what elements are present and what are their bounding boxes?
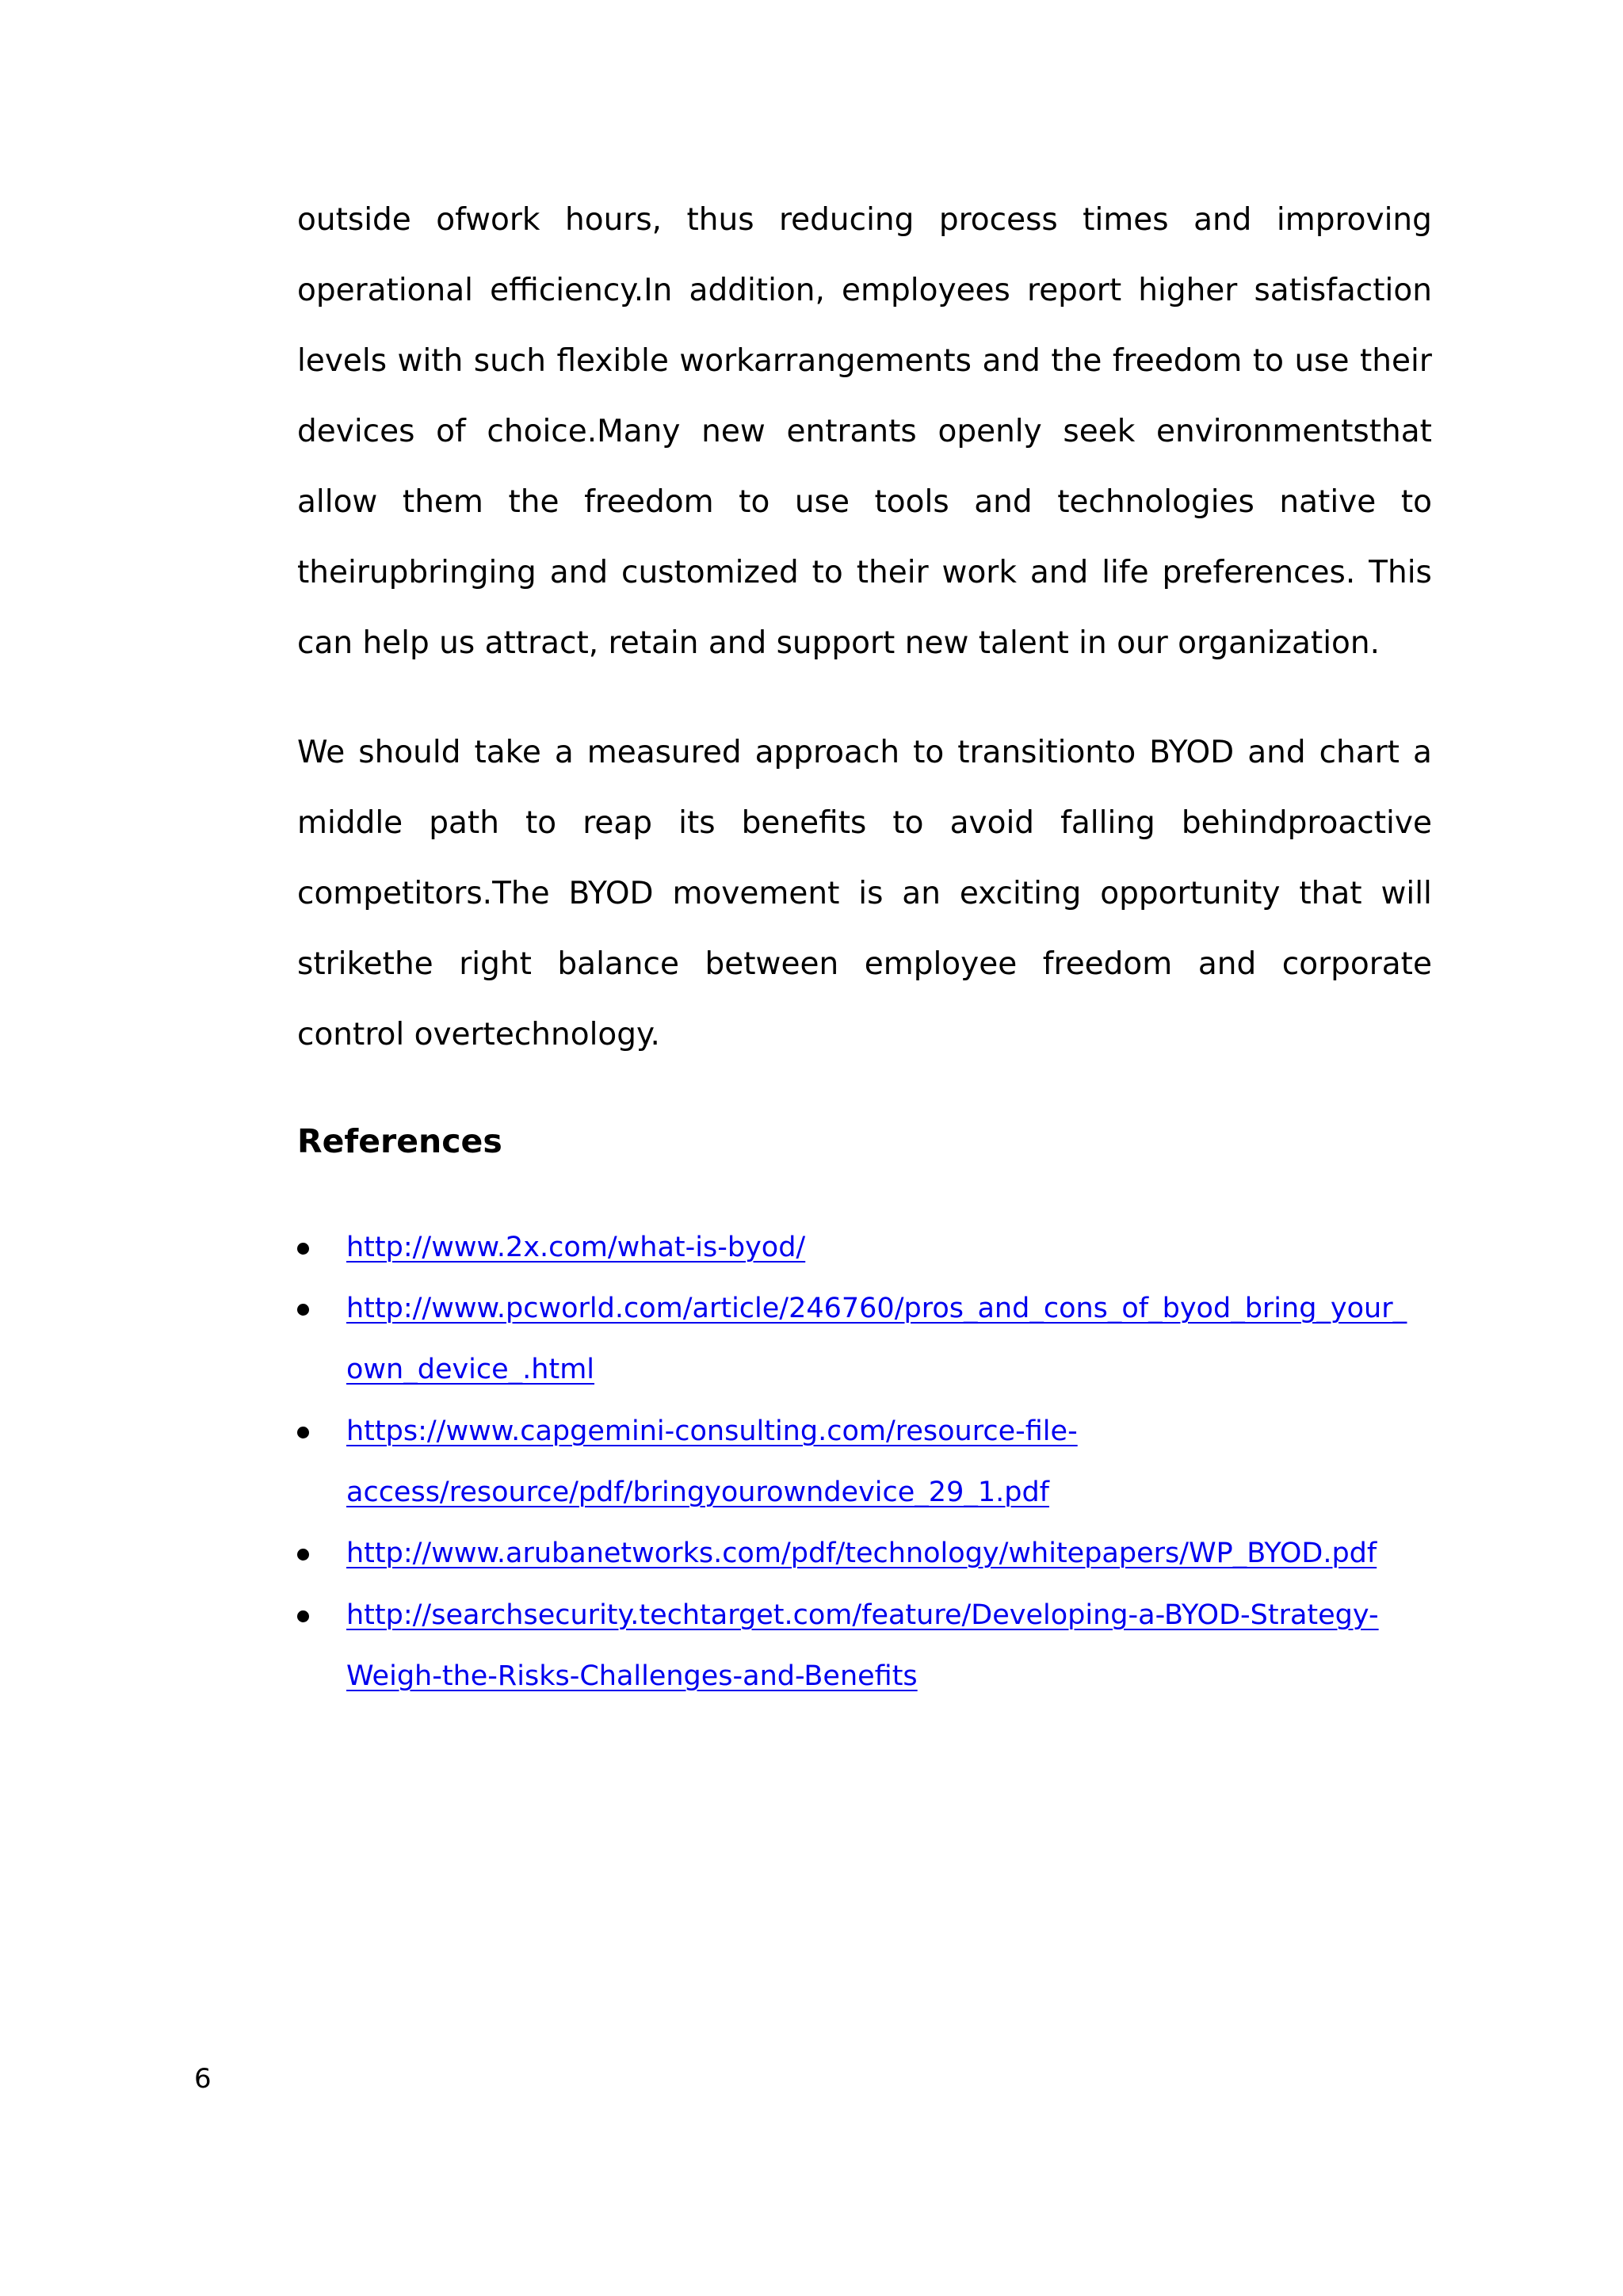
word: that	[1299, 876, 1362, 911]
word: avoid	[949, 805, 1035, 841]
word: middle	[297, 805, 403, 841]
word: thus	[686, 202, 754, 238]
bullet-icon	[297, 1304, 309, 1316]
word: theirupbringing	[297, 555, 537, 590]
reference-link-continued[interactable]: Weigh-the-Risks-Challenges-and-Benefits	[346, 1660, 918, 1692]
bullet-icon	[297, 1549, 309, 1561]
paragraph-line	[297, 941, 1432, 988]
word: We	[297, 735, 346, 770]
word: right	[459, 946, 532, 982]
word: with	[397, 343, 464, 379]
word: will	[1381, 876, 1432, 911]
word: and	[974, 484, 1033, 520]
bullet-icon	[297, 1243, 309, 1255]
paragraph-line	[297, 338, 1432, 385]
paragraph-line	[297, 729, 1432, 777]
bullet-icon	[297, 1610, 309, 1622]
word: and	[1247, 735, 1306, 770]
word: the	[508, 484, 559, 520]
word: higher	[1138, 273, 1238, 308]
word: freedom	[1112, 343, 1243, 379]
word: benefits	[741, 805, 867, 841]
word: technologies	[1057, 484, 1254, 520]
word: ofwork	[436, 202, 540, 238]
word: chart	[1319, 735, 1400, 770]
page-number: 6	[194, 2063, 212, 2095]
word: measured	[586, 735, 742, 770]
word: behindproactive	[1181, 805, 1432, 841]
word: strikethe	[297, 946, 433, 982]
word: new	[701, 414, 766, 449]
word: should	[358, 735, 461, 770]
word: approach	[754, 735, 900, 770]
word: employee	[864, 946, 1018, 982]
word: opportunity	[1100, 876, 1281, 911]
word: of	[436, 414, 466, 449]
paragraph-last-line: control overtechnology.	[297, 1017, 660, 1052]
word: to	[812, 555, 843, 590]
word: their	[856, 555, 929, 590]
word: to	[892, 805, 924, 841]
word: exciting	[959, 876, 1082, 911]
word: operational	[297, 273, 473, 308]
word: such	[473, 343, 546, 379]
paragraph-line	[297, 197, 1432, 244]
word: report	[1027, 273, 1122, 308]
references-heading: References	[297, 1122, 502, 1160]
word: balance	[557, 946, 679, 982]
paragraph-line	[297, 549, 1432, 597]
word: customized	[621, 555, 799, 590]
word: employees	[842, 273, 1010, 308]
word: the	[1051, 343, 1102, 379]
paragraph-line	[297, 800, 1432, 847]
word: an	[902, 876, 941, 911]
word: improving	[1276, 202, 1432, 238]
word: work	[941, 555, 1017, 590]
word: satisfaction	[1254, 273, 1432, 308]
word: reducing	[778, 202, 915, 238]
word: hours,	[564, 202, 663, 238]
paragraph-line	[297, 267, 1432, 315]
paragraph-line	[297, 870, 1432, 918]
word: to	[913, 735, 945, 770]
word: is	[858, 876, 884, 911]
paragraph-line	[297, 408, 1432, 456]
word: take	[474, 735, 541, 770]
word: them	[402, 484, 483, 520]
word: freedom	[1042, 946, 1173, 982]
word: process	[938, 202, 1058, 238]
reference-link[interactable]: https://www.capgemini-consulting.com/resource-file-	[346, 1415, 1078, 1447]
word: movement	[672, 876, 840, 911]
word: This	[1369, 555, 1432, 590]
word: and	[1193, 202, 1252, 238]
word: BYOD	[568, 876, 654, 911]
word: seek	[1063, 414, 1136, 449]
word: and	[982, 343, 1041, 379]
word: times	[1083, 202, 1169, 238]
word: and	[549, 555, 609, 590]
word: reap	[582, 805, 653, 841]
word: and	[1029, 555, 1089, 590]
reference-link-continued[interactable]: access/resource/pdf/bringyourowndevice_29_1.pdf	[346, 1477, 1049, 1508]
word: use	[794, 484, 850, 520]
word: levels	[297, 343, 388, 379]
word: life	[1102, 555, 1149, 590]
word: efficiency.In	[490, 273, 673, 308]
word: to	[1252, 343, 1284, 379]
word: tools	[874, 484, 949, 520]
word: workarrangements	[679, 343, 972, 379]
word: native	[1279, 484, 1377, 520]
word: its	[678, 805, 716, 841]
word: allow	[297, 484, 378, 520]
word: between	[705, 946, 839, 982]
reference-link[interactable]: http://searchsecurity.techtarget.com/feature/Developing-a-BYOD-Strategy-	[346, 1599, 1379, 1631]
word: BYOD	[1149, 735, 1235, 770]
word: transitionto	[957, 735, 1136, 770]
word: a	[1412, 735, 1432, 770]
word: to	[739, 484, 770, 520]
bullet-icon	[297, 1427, 309, 1438]
word: use	[1294, 343, 1350, 379]
word: openly	[938, 414, 1042, 449]
word: to	[525, 805, 557, 841]
reference-link[interactable]: http://www.2x.com/what-is-byod/	[346, 1232, 806, 1263]
word: a	[554, 735, 574, 770]
word: devices	[297, 414, 415, 449]
reference-link[interactable]: http://www.pcworld.com/article/246760/pros_and_cons_of_byod_bring_your_	[346, 1293, 1407, 1324]
word: entrants	[786, 414, 917, 449]
paragraph-last-line: can help us attract, retain and support new talent in our organization.	[297, 625, 1381, 661]
word: competitors.The	[297, 876, 550, 911]
word: path	[429, 805, 499, 841]
word: choice.Many	[487, 414, 681, 449]
word: to	[1400, 484, 1432, 520]
word: preferences.	[1162, 555, 1356, 590]
word: addition,	[689, 273, 825, 308]
reference-link-continued[interactable]: own_device_.html	[346, 1354, 595, 1385]
word: falling	[1060, 805, 1155, 841]
word: environmentsthat	[1156, 414, 1432, 449]
word: corporate	[1281, 946, 1432, 982]
reference-link[interactable]: http://www.arubanetworks.com/pdf/technology/whitepapers/WP_BYOD.pdf	[346, 1538, 1377, 1569]
word: freedom	[584, 484, 714, 520]
word: and	[1197, 946, 1257, 982]
word: their	[1359, 343, 1432, 379]
word: flexible	[556, 343, 669, 379]
word: outside	[297, 202, 411, 238]
paragraph-line	[297, 479, 1432, 526]
